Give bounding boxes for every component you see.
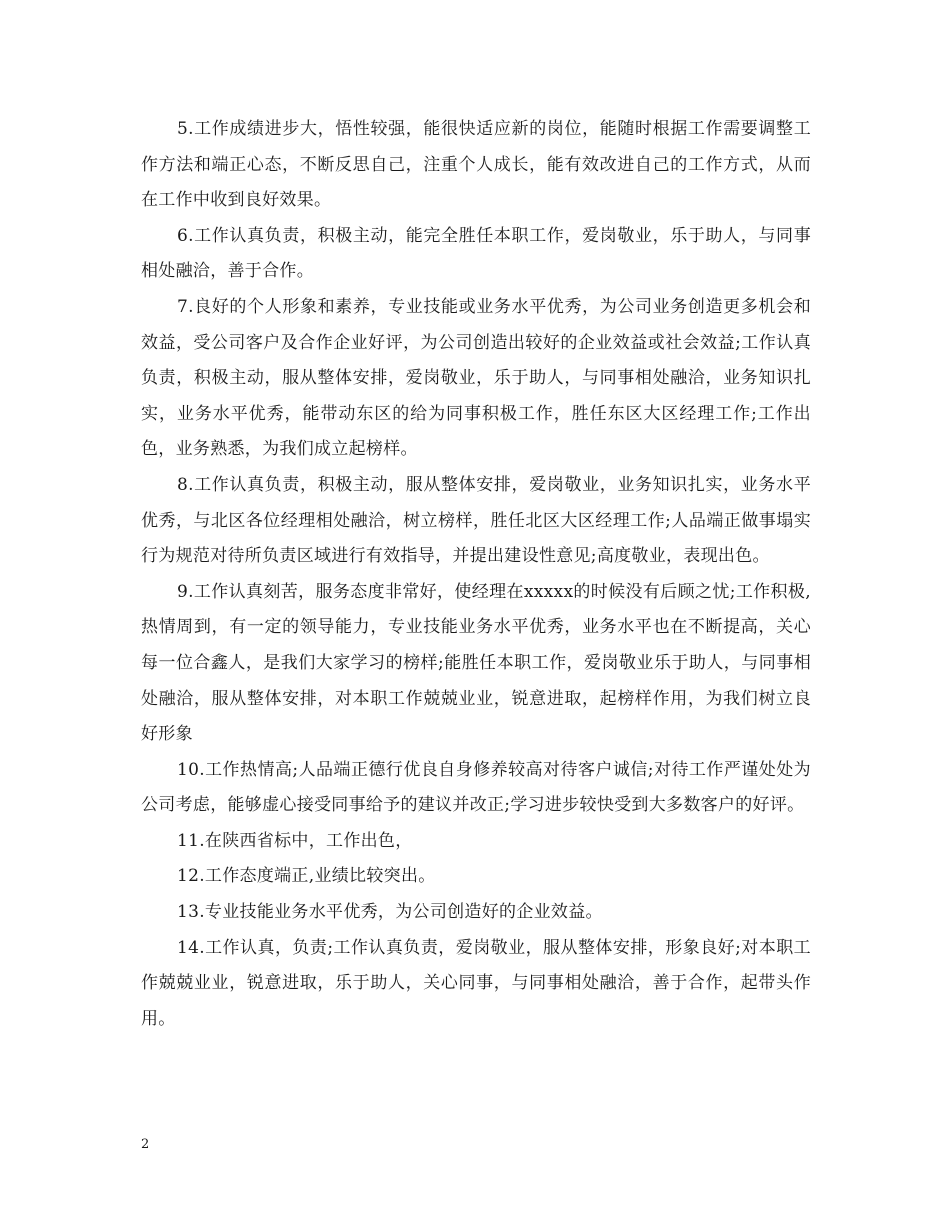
paragraph-13: 13.专业技能业务水平优秀，为公司创造好的企业效益。 — [177, 902, 603, 923]
paragraph-7: 7.良好的个人形象和素养，专业技能或业务水平优秀，为公司业务创造更多机会和效益，受公司客户及合作企业好评，为公司创造出较好的企业效益或社会效益;工作认真负责，积极主动，服从整体安排，爱岗敬业，乐于助人，与同事相处融洽，业务知识扎实，业务水平优秀，能带动东区的给为同事积极工作，胜任东区大区经理工作;工作出色，业务熟悉，为我们成立起榜样。 — [141, 296, 811, 460]
paragraph-8: 8.工作认真负责，积极主动，服从整体安排，爱岗敬业，业务知识扎实，业务水平优秀，与北区各位经理相处融洽，树立榜样，胜任北区大区经理工作;人品端正做事塌实行为规范对待所负责区域进行有效指导，并提出建设性意见;高度敬业，表现出色。 — [141, 474, 811, 567]
paragraph-5: 5.工作成绩进步大，悟性较强，能很快适应新的岗位，能随时根据工作需要调整工作方法和端正心态，不断反思自己，注重个人成长，能有效改进自己的工作方式，从而在工作中收到良好效果。 — [141, 119, 811, 211]
paragraph-10: 10.工作热情高;人品端正德行优良自身修养较高对待客户诚信;对待工作严谨处处为公司考虑，能够虚心接受同事给予的建议并改正;学习进步较快受到大多数客户的好评。 — [141, 759, 811, 816]
paragraph-9: 9.工作认真刻苦，服务态度非常好，使经理在xxxxx的时候没有后顾之忧;工作积极,热情周到，有一定的领导能力，专业技能业务水平优秀，业务水平也在不断提高，关心每一位合鑫人，是我们大家学习的榜样;能胜任本职工作，爱岗敬业乐于助人，与同事相处融洽，服从整体安排，对本职工作兢兢业业，锐意进取，起榜样作用，为我们树立良好形象 — [141, 581, 811, 745]
paragraph-11: 11.在陕西省标中，工作出色， — [177, 830, 413, 851]
paragraph-14: 14.工作认真，负责;工作认真负责，爱岗敬业，服从整体安排，形象良好;对本职工作兢兢业业，锐意进取，乐于助人，关心同事，与同事相处融洽，善于合作，起带头作用。 — [141, 937, 811, 1029]
paragraph-6: 6.工作认真负责，积极主动，能完全胜任本职工作，爱岗敬业，乐于助人，与同事相处融洽，善于合作。 — [141, 225, 811, 282]
document-body — [141, 112, 811, 1037]
page-number: 2 — [141, 1137, 150, 1152]
paragraph-12: 12.工作态度端正,业绩比较突出。 — [177, 866, 436, 887]
